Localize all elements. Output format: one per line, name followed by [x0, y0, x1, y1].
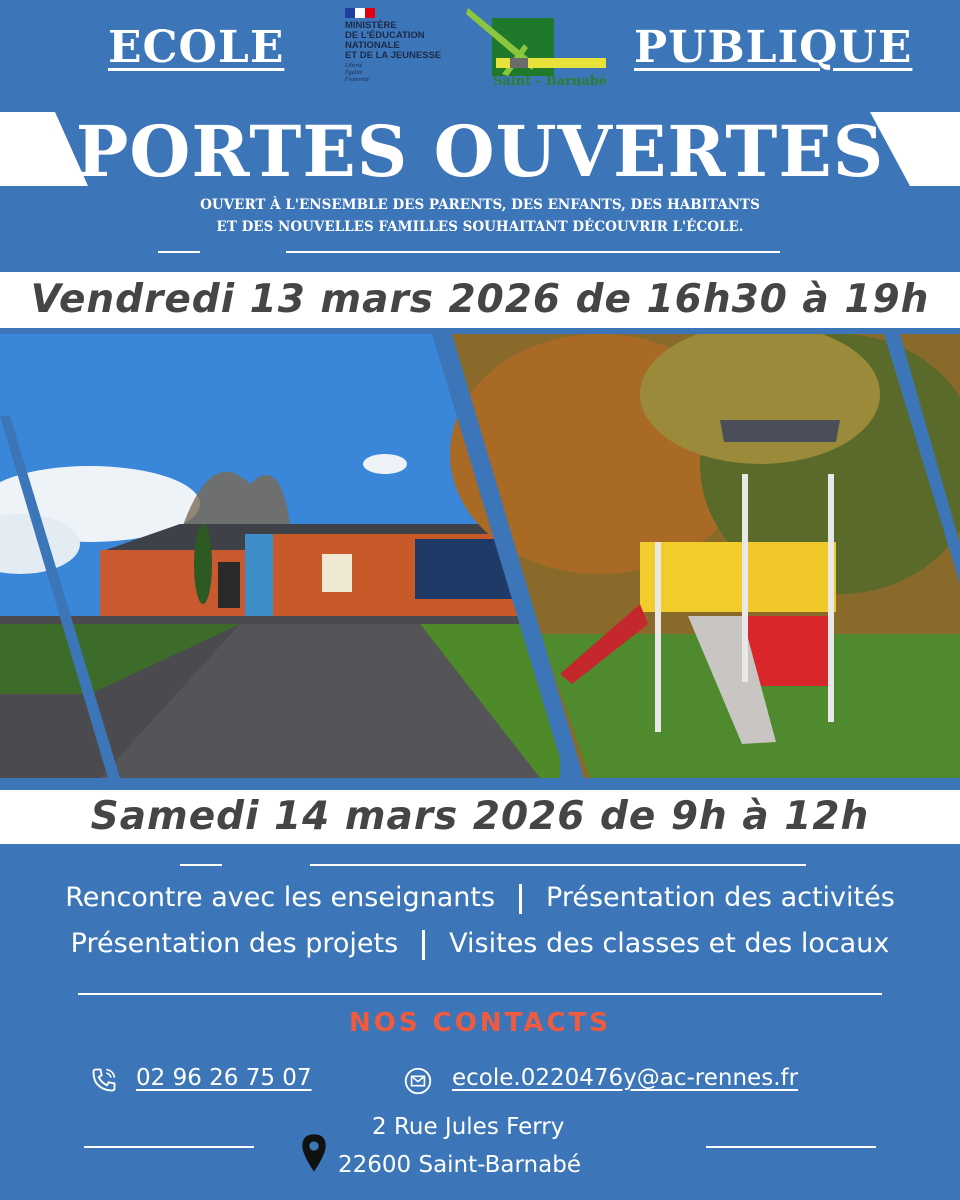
divider [78, 993, 882, 995]
ministry-name: MINISTÈRE DE L'ÉDUCATION NATIONALE ET DE LA JEUNESSE [345, 20, 442, 61]
activities-row-2 [0, 928, 960, 960]
french-flag-icon [345, 8, 375, 18]
ministry-motto: Liberté Égalité Fraternité [345, 63, 370, 83]
separator [519, 884, 522, 914]
town-logo-text: Saint - Barnabé [492, 74, 608, 89]
date-band-friday [0, 272, 960, 328]
activity-presentation-projects: Présentation des projets [70, 928, 399, 959]
date-saturday: Samedi 14 mars 2026 de 9h à 12h [90, 794, 870, 839]
school-photos [0, 334, 960, 778]
divider [84, 1146, 254, 1148]
separator [422, 930, 425, 960]
activity-visit-classes: Visites des classes et des locaux [449, 928, 890, 959]
page-title: PORTES OUVERTES [75, 110, 885, 193]
activity-presentation-activities: Présentation des activités [546, 882, 895, 913]
address-street: 2 Rue Jules Ferry [372, 1114, 565, 1140]
header-publique: PUBLIQUE [634, 22, 913, 73]
activity-meet-teachers: Rencontre avec les enseignants [65, 882, 496, 913]
subtitle: OUVERT À L'ENSEMBLE DES PARENTS, DES ENFANTS, DES HABITANTS ET DES NOUVELLES FAMILLES SOUHAITANT DÉCOUVRIR L'ÉCOLE. [200, 197, 760, 235]
divider [310, 864, 806, 866]
phone-link[interactable]: 02 96 26 75 07 [136, 1065, 312, 1091]
contacts-title: NOS CONTACTS [349, 1008, 611, 1038]
divider [158, 251, 200, 253]
email-link[interactable]: ecole.0220476y@ac-rennes.fr [452, 1065, 799, 1091]
email-icon [404, 1067, 432, 1095]
header-ecole: ECOLE [108, 22, 285, 73]
divider [706, 1146, 876, 1148]
activities-row-1 [0, 882, 960, 914]
date-band-saturday [0, 790, 960, 844]
address-city: 22600 Saint-Barnabé [338, 1152, 581, 1178]
divider [286, 251, 780, 253]
location-pin-icon [300, 1133, 328, 1173]
date-friday: Vendredi 13 mars 2026 de 16h30 à 19h [30, 277, 930, 322]
phone-icon [90, 1066, 118, 1094]
divider [180, 864, 222, 866]
ministry-logo [345, 8, 465, 84]
